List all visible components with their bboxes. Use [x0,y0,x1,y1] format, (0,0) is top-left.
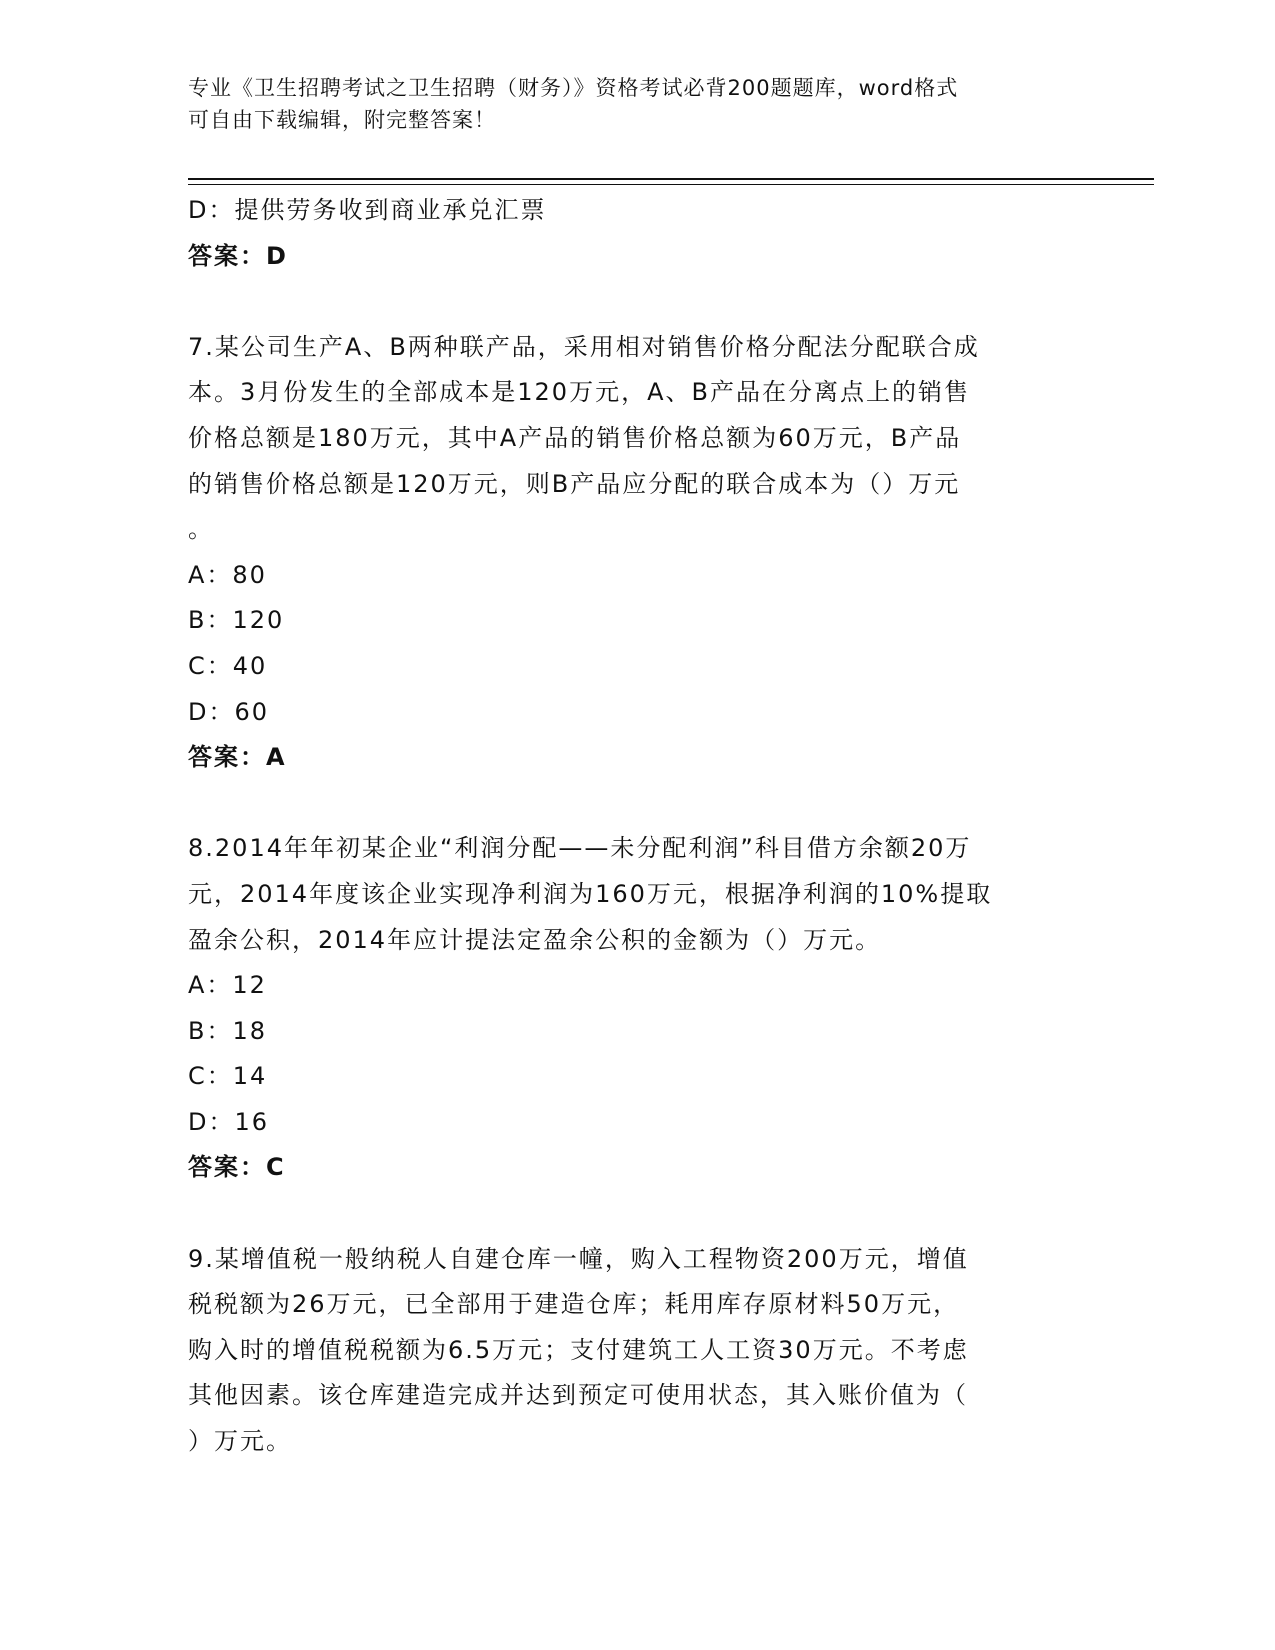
option-c: C：40 [188,651,268,680]
option-b: B：18 [188,1016,268,1045]
header-line: 可自由下载编辑，附完整答案！ [188,108,496,132]
option-a: A：80 [188,560,267,589]
option-d: D：提供劳务收到商业承兑汇票 [188,196,547,224]
question-text-line: 元，2014年度该企业实现净利润为160万元，根据净利润的10%提取 [188,879,993,908]
answer: 答案：C [188,1153,286,1182]
question-text-line: 税税额为26万元，已全部用于建造仓库；耗用库存原材料50万元， [188,1290,960,1319]
question-9 [188,1237,1078,1465]
question-text-line: 其他因素。该仓库建造完成并达到预定可使用状态，其入账价值为（ [188,1381,968,1410]
header-divider-thick [188,178,1154,180]
header-divider-thin [188,184,1154,185]
document-body [188,188,1078,1465]
question-text-line: ）万元。 [188,1427,292,1456]
header-line: 专业《卫生招聘考试之卫生招聘（财务）》资格考试必背200题题库，word格式 [188,76,959,100]
question-8 [188,826,1078,1191]
spacer [188,781,1078,827]
spacer [188,1191,1078,1237]
option-a: A：12 [188,971,267,1000]
question-text-line: 的销售价格总额是120万元，则B产品应分配的联合成本为（）万元 [188,469,961,498]
question-text-line: 9.某增值税一般纳税人自建仓库一幢，购入工程物资200万元，增值 [188,1244,969,1273]
question-text-line: 7.某公司生产A、B两种联产品，采用相对销售价格分配法分配联合成 [188,332,980,361]
spacer [188,279,1078,325]
question-text-line: 购入时的增值税税额为6.5万元；支付建筑工人工资30万元。不考虑 [188,1335,969,1364]
option-c: C：14 [188,1062,268,1091]
question-text-line: 盈余公积，2014年应计提法定盈余公积的金额为（）万元。 [188,925,882,954]
option-d: D：60 [188,697,270,726]
document-header [188,72,1088,136]
question-text-line: 。 [188,515,214,544]
option-b: B：120 [188,606,285,635]
answer: 答案：D [188,241,288,270]
question-text-line: 价格总额是180万元，其中A产品的销售价格总额为60万元，B产品 [188,423,962,452]
option-d: D：16 [188,1107,270,1136]
question-text-line: 本。3月份发生的全部成本是120万元，A、B产品在分离点上的销售 [188,378,970,407]
question-7 [188,325,1078,781]
answer: 答案：A [188,743,287,772]
question-text-line: 8.2014年年初某企业“利润分配——未分配利润”科目借方余额20万 [188,834,972,863]
